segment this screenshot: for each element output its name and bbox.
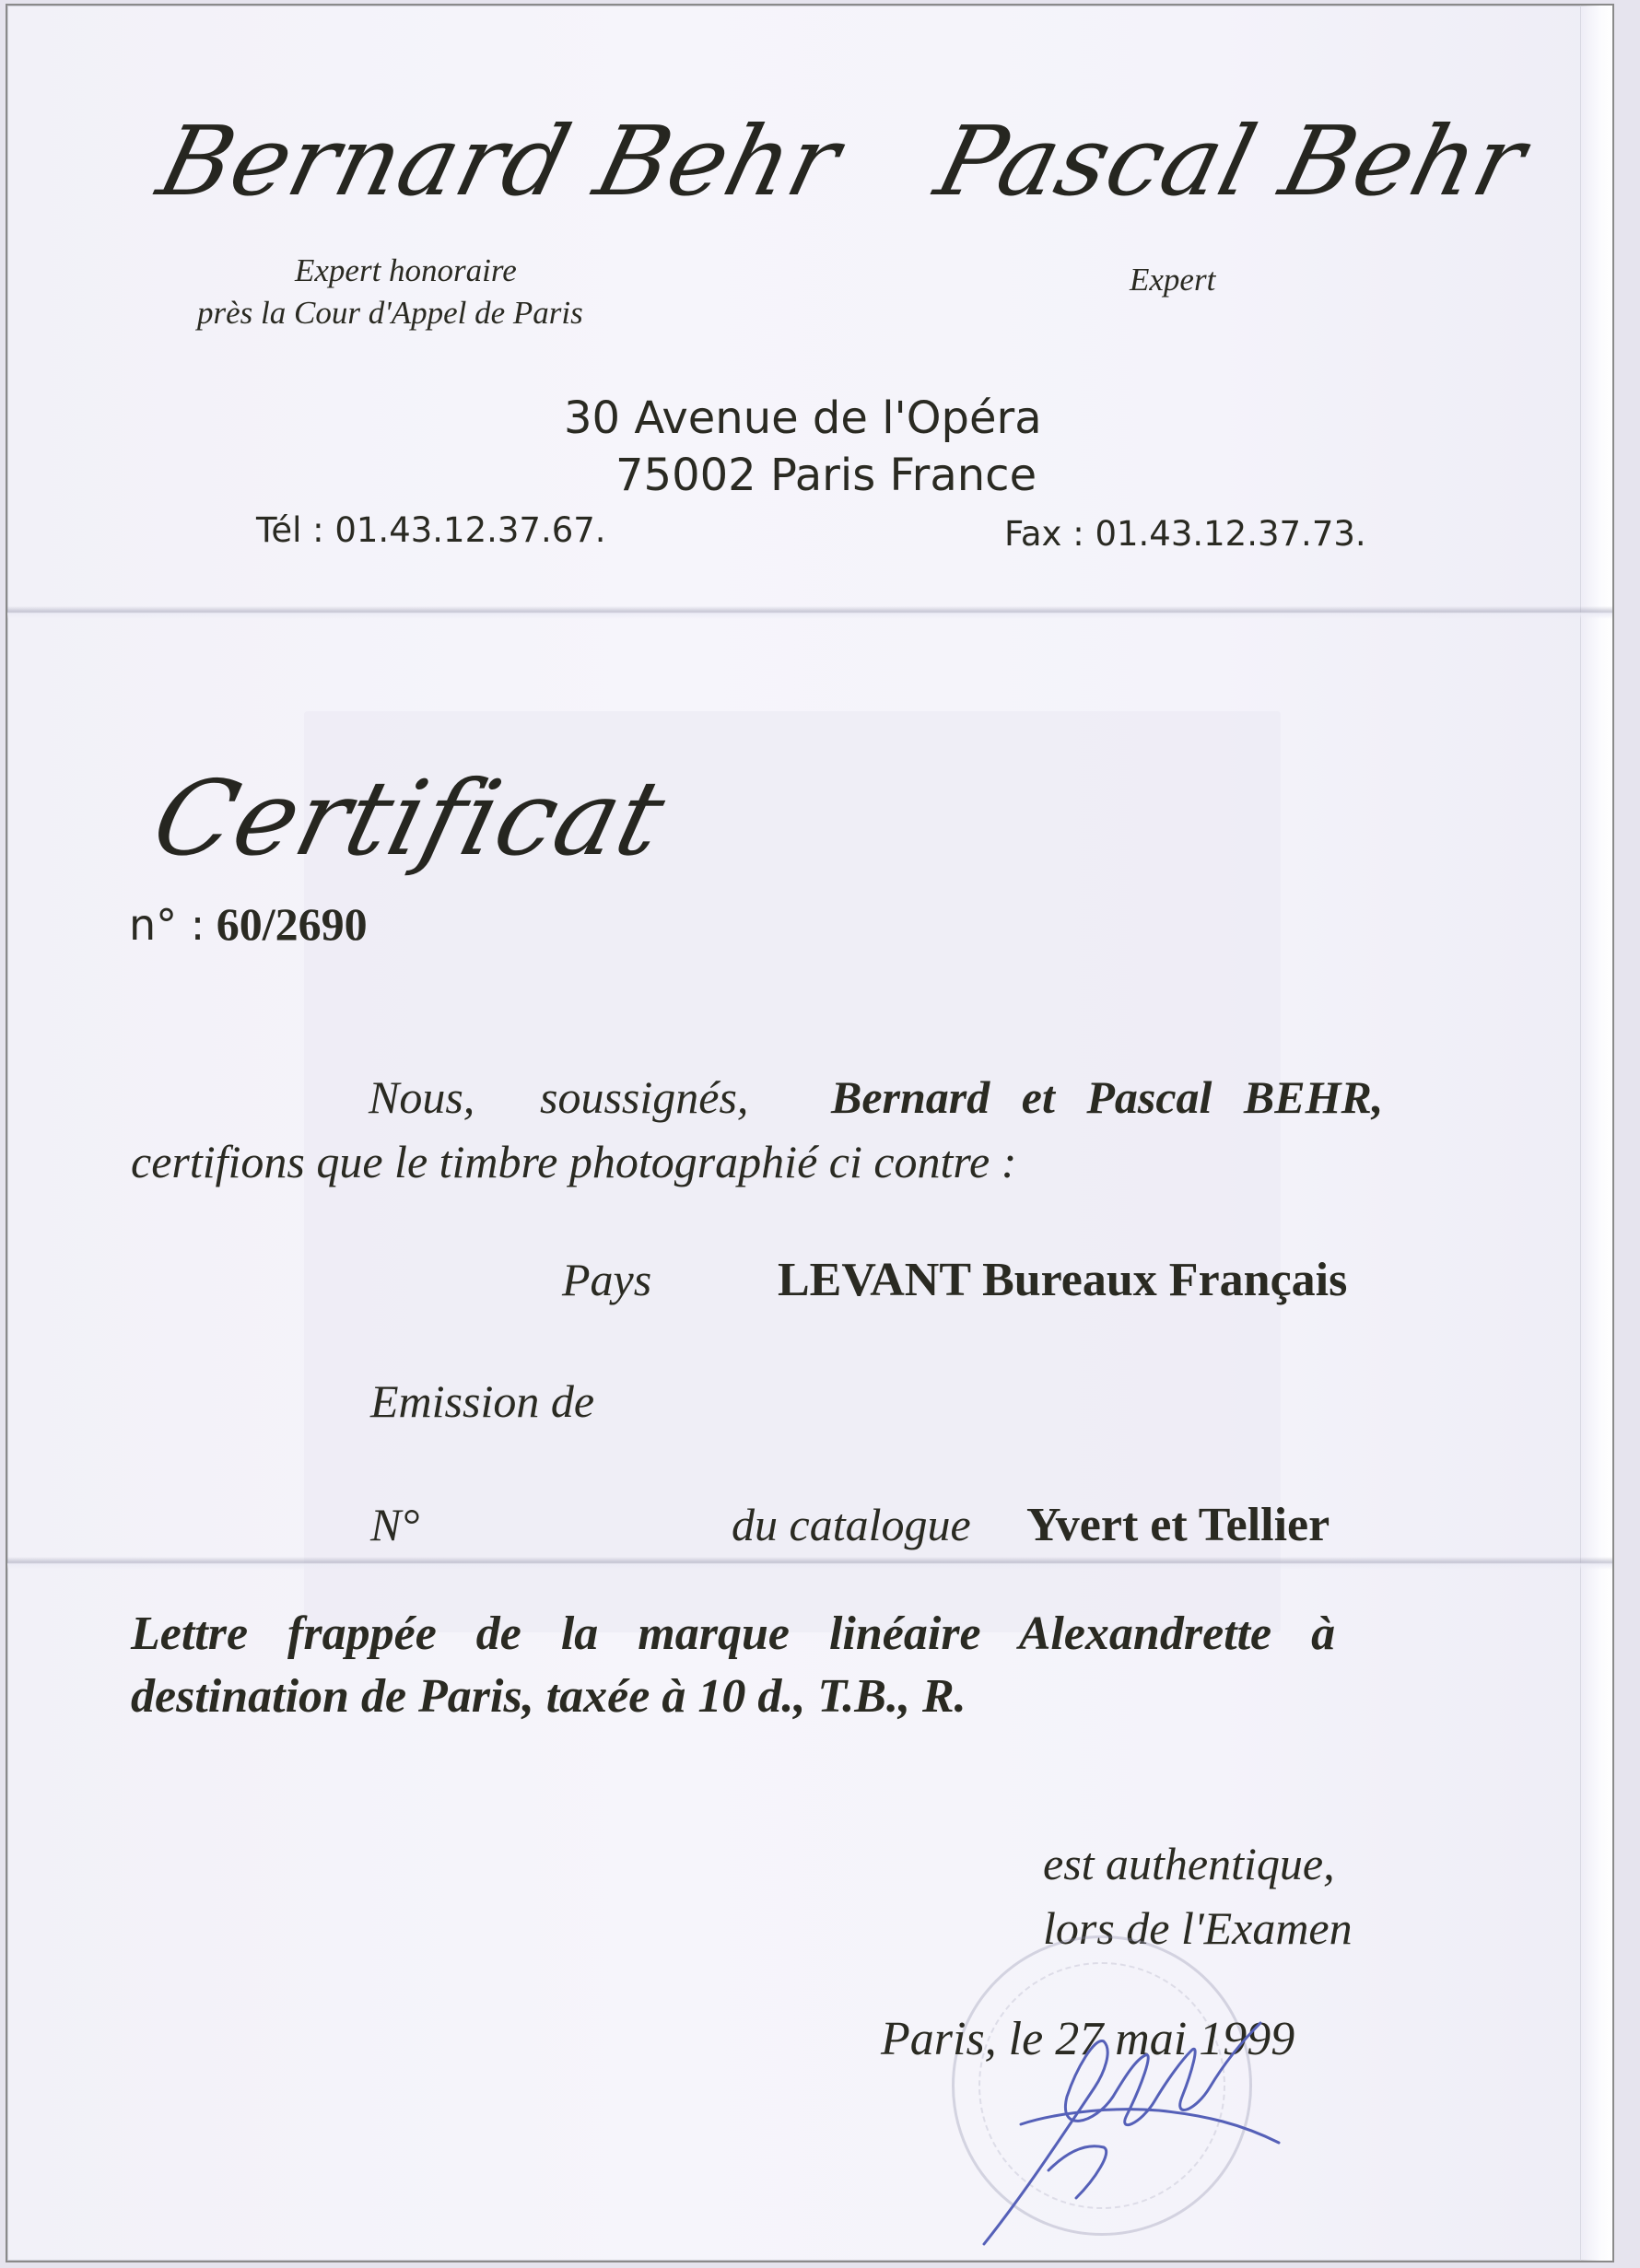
place-date: Paris, le 27 mai 1999 — [881, 2013, 1295, 2065]
pays-label: Pays — [562, 1254, 652, 1305]
intro-line2: certifions que le timbre photographié ci contre : — [131, 1136, 1017, 1187]
authentic-line1: est authentique, — [1043, 1838, 1335, 1889]
paper-edge — [1580, 6, 1612, 2261]
emission-label: Emission de — [370, 1375, 595, 1427]
role-left-line1: Expert honoraire — [295, 252, 517, 288]
address-line2: 75002 Paris France — [615, 450, 1037, 501]
numero-label: N° — [370, 1499, 420, 1550]
role-right: Expert — [1130, 262, 1216, 298]
telephone: Tél : 01.43.12.37.67. — [256, 510, 606, 550]
intro-names: Bernard et Pascal BEHR, — [831, 1071, 1384, 1123]
description-line2: destination de Paris, taxée à 10 d., T.B., R. — [131, 1670, 966, 1723]
pays-value: LEVANT Bureaux Français — [778, 1254, 1348, 1306]
certificate-number-line — [129, 897, 368, 951]
certificate-number-prefix: n° : — [129, 900, 205, 950]
letterhead-name-right: Pascal Behr — [925, 105, 1538, 217]
intro-word-nous: Nous, — [369, 1071, 475, 1123]
address-line1: 30 Avenue de l'Opéra — [564, 392, 1042, 444]
fax: Fax : 01.43.12.37.73. — [1004, 514, 1366, 554]
certificate-number: 60/2690 — [216, 898, 368, 950]
certificate-title: Certificat — [141, 759, 677, 879]
catalogue-label: du catalogue — [732, 1499, 971, 1550]
intro-word-soussignes: soussignés, — [540, 1071, 749, 1123]
certificate-page — [6, 4, 1614, 2262]
letterhead-name-left: Bernard Behr — [147, 105, 851, 217]
fold-line-upper — [7, 606, 1612, 619]
description-line1 — [131, 1607, 1494, 1661]
role-left-line2: près la Cour d'Appel de Paris — [197, 295, 583, 331]
handwritten-signature — [966, 1986, 1316, 2262]
fold-line-lower — [7, 1557, 1612, 1570]
catalogue-value: Yvert et Tellier — [1026, 1499, 1330, 1551]
authentic-line2: lors de l'Examen — [1043, 1902, 1353, 1954]
description-line1-text: Lettre frappée de la marque linéaire Alexandrette à — [131, 1607, 1336, 1660]
